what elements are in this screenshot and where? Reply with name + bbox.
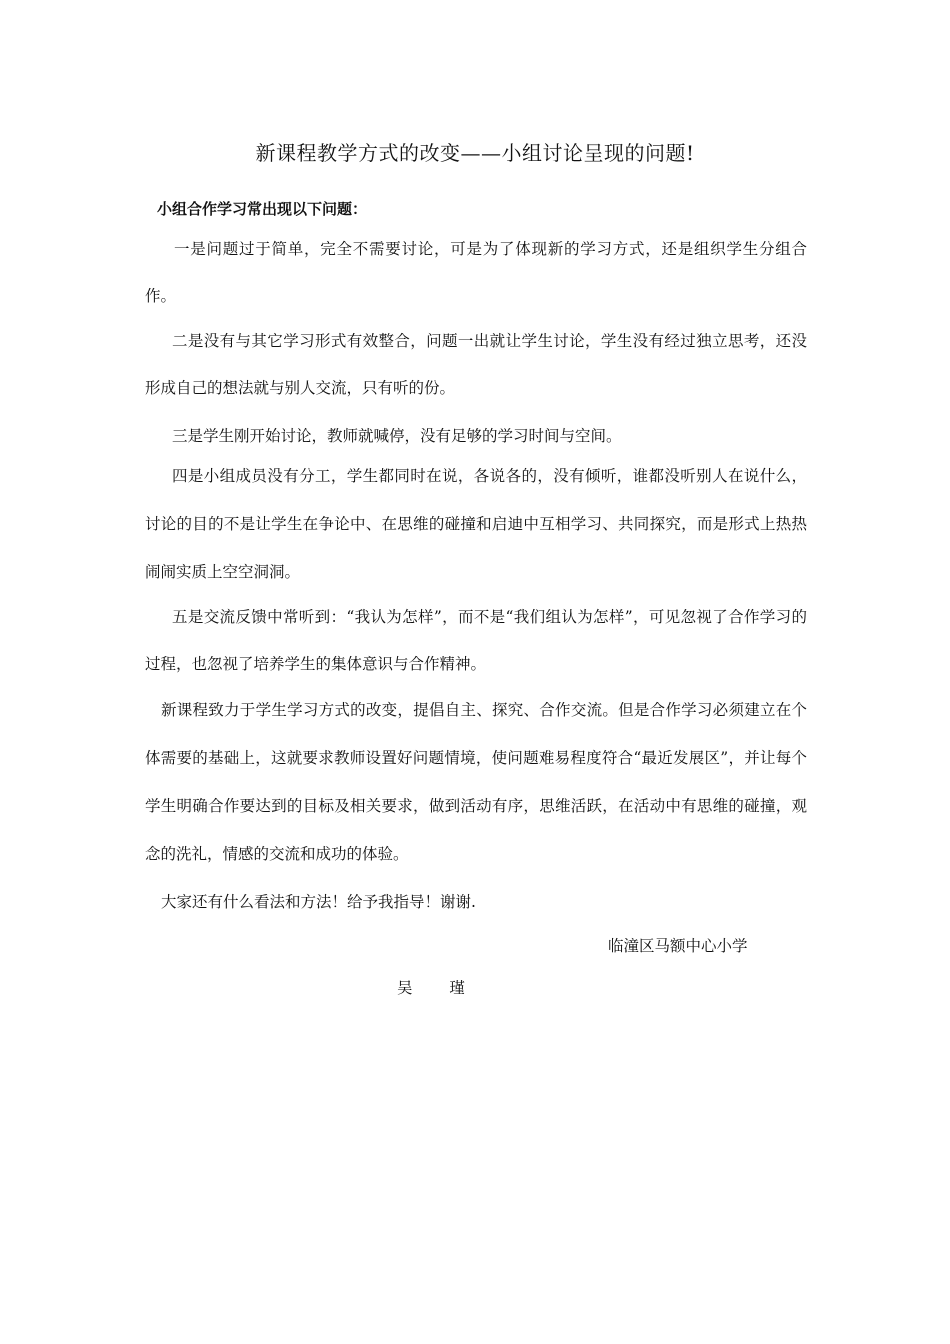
paragraph-problem-5: 五是交流反馈中常听到：“我认为怎样”，而不是“我们组认为怎样”，可见忽视了合作学习的过程，也忽视了培养学生的集体意识与合作精神。	[145, 608, 807, 673]
paragraph-problem-1: 一是问题过于简单，完全不需要讨论，可是为了体现新的学习方式，还是组织学生分组合作。	[145, 240, 807, 305]
document-title: 新课程教学方式的改变——小组讨论呈现的问题!	[255, 141, 695, 165]
paragraph-closing: 大家还有什么看法和方法！给予我指导！谢谢.	[161, 893, 476, 911]
author-name: 吴 瑾	[397, 979, 481, 997]
paragraph-conclusion: 新课程致力于学生学习方式的改变，提倡自主、探究、合作交流。但是合作学习必须建立在个体需要的基础上，这就要求教师设置好问题情境，使问题难易程度符合“最近发展区”，并让每个学生明确合作要达到的目标及相关要求，做到活动有序，思维活跃，在活动中有思维的碰撞，观念的洗礼，情感的交流和成功的体验。	[145, 701, 807, 863]
section-subheading: 小组合作学习常出现以下问题：	[157, 200, 368, 218]
paragraph-problem-4: 四是小组成员没有分工，学生都同时在说，各说各的，没有倾听，谁都没听别人在说什么，讨论的目的不是让学生在争论中、在思维的碰撞和启迪中互相学习、共同探究，而是形式上热热闹闹实质上空空洞洞。	[145, 467, 807, 581]
paragraph-problem-2: 二是没有与其它学习形式有效整合，问题一出就让学生讨论，学生没有经过独立思考，还没形成自己的想法就与别人交流，只有听的份。	[145, 332, 807, 397]
paragraph-problem-3: 三是学生刚开始讨论，教师就喊停，没有足够的学习时间与空间。	[172, 427, 622, 445]
school-name: 临潼区马额中心小学	[608, 937, 748, 955]
